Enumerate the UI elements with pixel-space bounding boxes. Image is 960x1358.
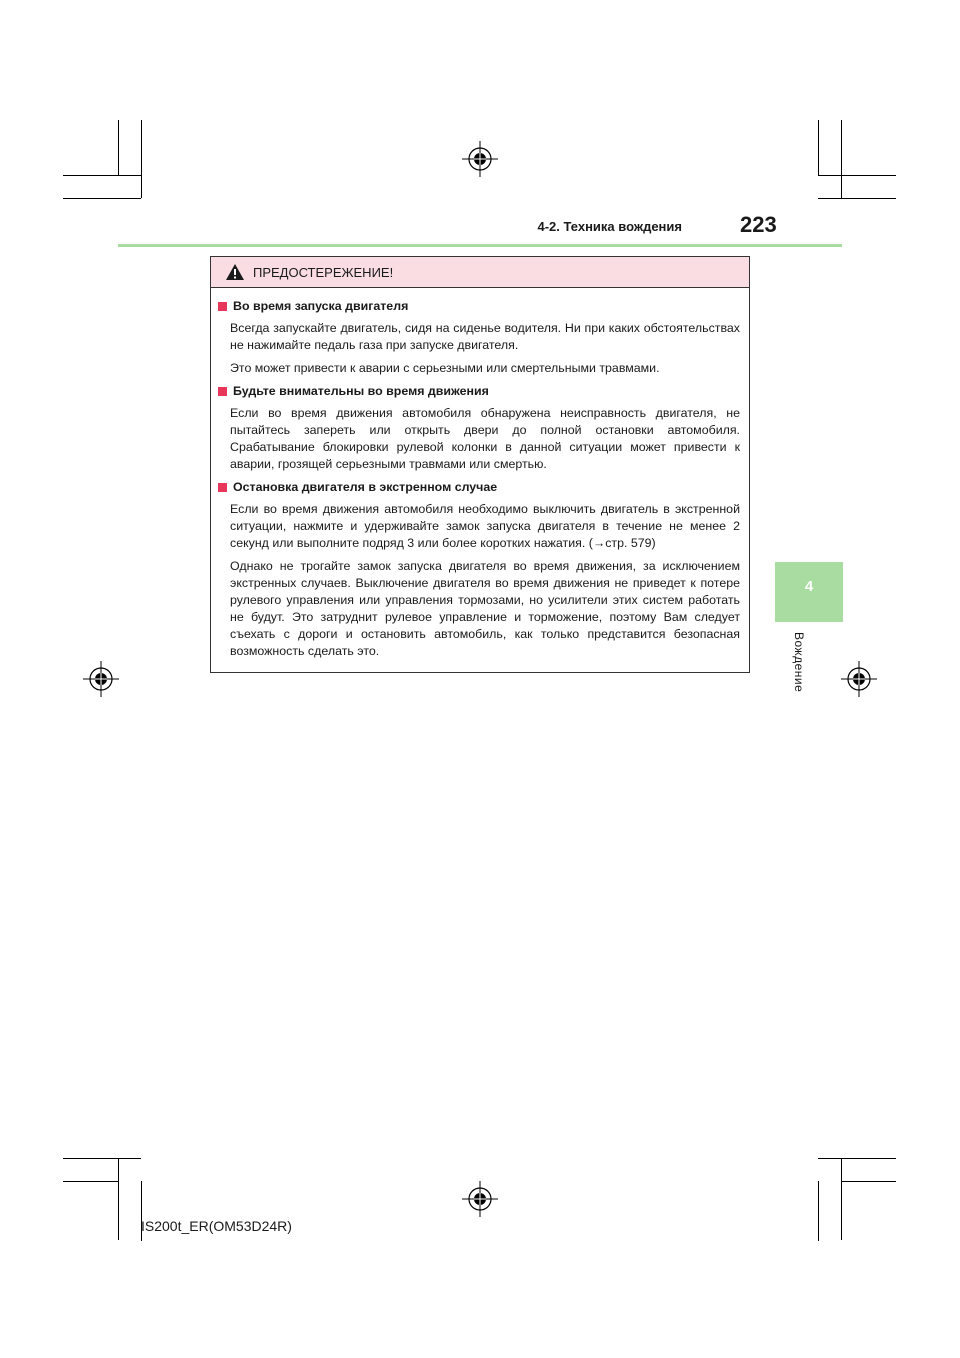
square-bullet-icon — [218, 302, 227, 311]
square-bullet-icon — [218, 483, 227, 492]
registration-mark-icon — [462, 1181, 498, 1217]
chapter-tab[interactable] — [775, 562, 843, 622]
caution-title: ПРЕДОСТЕРЕЖЕНИЕ! — [253, 264, 394, 280]
section-heading-text: Будьте внимательны во время движения — [233, 384, 489, 398]
square-bullet-icon — [218, 387, 227, 396]
crop-mark — [63, 198, 141, 199]
chapter-label: Вождение — [792, 632, 806, 693]
crop-mark — [118, 120, 119, 176]
section-heading — [218, 298, 740, 315]
crop-mark — [841, 120, 842, 198]
section-heading-text: Остановка двигателя в экстренном случае — [233, 480, 498, 494]
registration-mark-icon — [83, 661, 119, 697]
paragraph: Это может привести к аварии с серьезными или смертельными травмами. — [230, 361, 660, 375]
crop-mark — [841, 1181, 896, 1182]
crop-mark — [841, 1158, 842, 1240]
paragraph: Если во время движения автомобиля обнаружена неисправность двигателя, не пытайтесь запереть или открыть двери до полной остановки автомобиля. Срабатывание блокировки рулевой колонки в данной ситуации может привести к аварии, грозящей серьезными травмами или смертью. — [230, 406, 740, 471]
warning-triangle-icon — [225, 263, 245, 281]
caution-box — [210, 256, 750, 673]
registration-mark-icon — [841, 661, 877, 697]
crop-mark — [818, 120, 819, 176]
crop-mark — [818, 175, 896, 176]
chapter-number: 4 — [804, 578, 814, 595]
crop-mark — [63, 1181, 118, 1182]
crop-mark — [818, 1158, 896, 1159]
section-title: 4-2. Техника вождения — [537, 219, 682, 234]
section-heading-text: Во время запуска двигателя — [233, 299, 409, 313]
crop-mark — [818, 1181, 819, 1241]
crop-mark — [63, 1158, 141, 1159]
paragraph: Всегда запускайте двигатель, сидя на сиденье водителя. Ни при каких обстоятельствах не нажимайте педаль газа при запуске двигателя. — [230, 321, 740, 352]
caution-header — [211, 257, 749, 288]
crop-mark — [818, 198, 896, 199]
caution-section — [218, 383, 740, 473]
page-number: 223 — [740, 212, 777, 237]
paragraph: Однако не трогайте замок запуска двигателя во время движения, за исключением экстренных случаев. Выключение двигателя во время движения не приведет к потере рулевого управления или управления тормозами, но усилители этих систем работать не будут. Это затруднит рулевое управление и торможение, поэтому Вам следует съехать с дороги и остановить автомобиль, как только представится безопасная возможность сделать это. — [230, 559, 740, 658]
crop-mark — [63, 175, 141, 176]
model-code: IS200t_ER(OM53D24R) — [141, 1218, 292, 1234]
paragraph: Если во время движения автомобиля необходимо выключить двигатель в экстренной ситуации, нажмите и удерживайте замок запуска двигателя в течение не менее 2 секунд или выполните подряд 3 или более коротких нажатия. (→стр. 579) — [230, 502, 740, 550]
header-rule — [118, 244, 842, 247]
crop-mark — [141, 120, 142, 198]
caution-section — [218, 479, 740, 660]
caution-section — [218, 298, 740, 377]
registration-mark-icon — [462, 141, 498, 177]
caution-body — [211, 288, 749, 660]
crop-mark — [118, 1158, 119, 1240]
section-heading — [218, 383, 740, 400]
section-heading — [218, 479, 740, 496]
